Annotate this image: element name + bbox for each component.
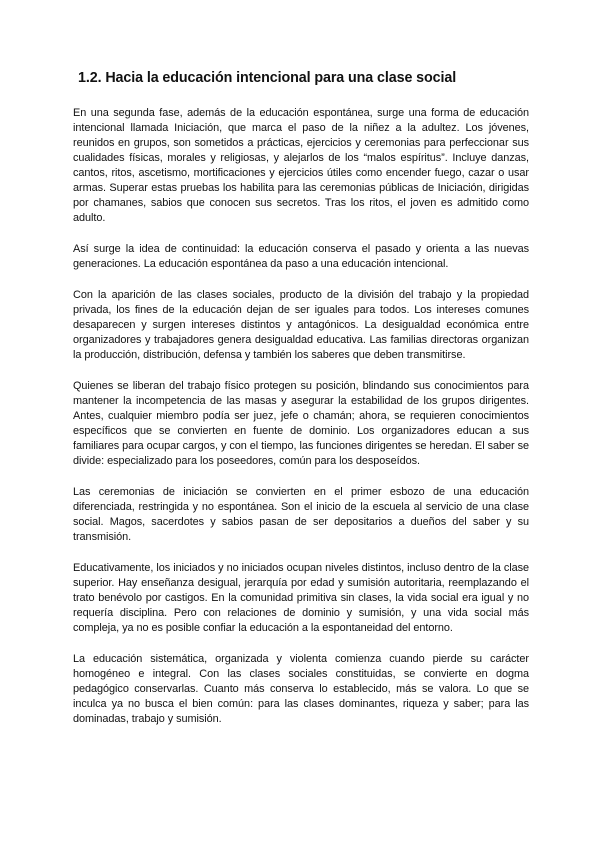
paragraph: Las ceremonias de iniciación se convierten en el primer esbozo de una educación diferenciada, restringida y no espontánea. Son el inicio de la escuela al servicio de una clase social. Magos, sacerdotes y sabios pasan de ser depositarios a dueños del saber y su transmisión. [73, 486, 529, 543]
paragraph: Quienes se liberan del trabajo físico protegen su posición, blindando sus conocimientos para mantener la incompetencia de las masas y asegurar la estabilidad de los grupos dirigentes. Antes, cualquier miembro podía ser juez, jefe o chamán; ahora, se requieren conocimientos específicos que se convierten en fuente de dominio. Los organizadores educan a sus familiares para ocupar cargos, y con el tiempo, las funciones dirigentes se heredan. El saber se divide: especializado para los poseedores, común para los desposeídos. [73, 380, 529, 467]
body-text [73, 106, 529, 743]
paragraph: Con la aparición de las clases sociales, producto de la división del trabajo y la propiedad privada, los fines de la educación dejan de ser iguales para todos. Los intereses comunes desaparecen y surgen intereses distintos y antagónicos. La desigualdad económica entre organizadores y trabajadores genera desigualdad educativa. Las familias directoras organizan la producción, distribución, defensa y también los saberes que deben transmitirse. [73, 289, 529, 361]
paragraph: Educativamente, los iniciados y no iniciados ocupan niveles distintos, incluso dentro de la clase superior. Hay enseñanza desigual, jerarquía por edad y sumisión autoritaria, reemplazando el trato benévolo por castigos. En la comunidad primitiva sin clases, la vida social era igual y no requería disciplina. Pero con relaciones de dominio y sumisión, y una vida social más compleja, ya no es posible confiar la educación a la espontaneidad del entorno. [73, 562, 529, 634]
paragraph: Así surge la idea de continuidad: la educación conserva el pasado y orienta a las nuevas generaciones. La educación espontánea da paso a una educación intencional. [73, 243, 529, 270]
paragraph: La educación sistemática, organizada y violenta comienza cuando pierde su carácter homogéneo e integral. Con las clases sociales constituidas, se convierte en dogma pedagógico conservarlas. Cuanto más conserva lo establecido, más se valora. Lo que se inculca ya no busca el bien común: para las clases dominantes, riqueza y saber; para las dominadas, trabajo y sumisión. [73, 653, 529, 725]
paragraph: En una segunda fase, además de la educación espontánea, surge una forma de educación intencional llamada Iniciación, que marca el paso de la niñez a la adultez. Los jóvenes, reunidos en grupos, son sometidos a prácticas, ejercicios y ceremonias para perfeccionar sus cualidades físicas, morales y religiosas, y alejarlos de los “malos espíritus”. Incluye danzas, cantos, ritos, ascetismo, mortificaciones y ejercicios útiles como encender fuego, cazar o usar armas. Superar estas pruebas los habilita para las ceremonias públicas de Iniciación, dirigidas por chamanes, sabios que conocen sus secretos. Tras los ritos, el joven es admitido como adulto. [73, 107, 529, 224]
section-title: 1.2. Hacia la educación intencional para una clase social [78, 70, 457, 86]
